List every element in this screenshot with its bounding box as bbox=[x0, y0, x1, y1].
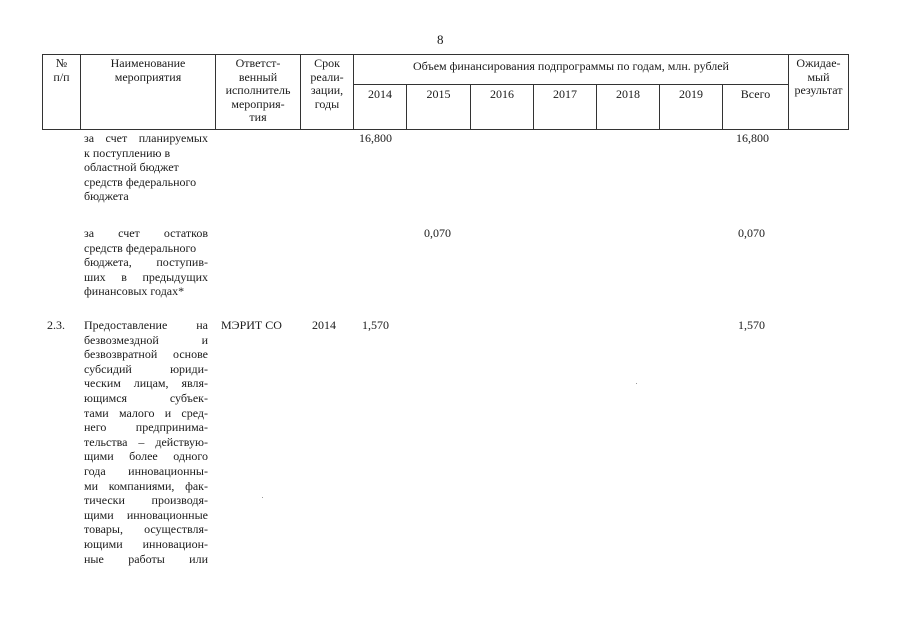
row-name-line: него предпринима- bbox=[84, 420, 208, 435]
header-col-term-line: реали- bbox=[310, 69, 344, 84]
page-number: 8 bbox=[437, 32, 444, 47]
row-name-line: ющимся субъек- bbox=[84, 390, 208, 405]
row-name-line: ческим лицам, явля- bbox=[84, 376, 208, 391]
header-year-2014: 2014 bbox=[368, 87, 392, 101]
header-col-result-line: Ожидае- bbox=[796, 56, 841, 70]
header-year-2019: 2019 bbox=[679, 87, 703, 101]
header-col-result bbox=[789, 57, 848, 98]
header-col-term-line: зации, bbox=[310, 83, 344, 97]
row-name-line: бюджета, поступив- bbox=[84, 255, 208, 270]
row-value-total: 1,570 bbox=[738, 318, 765, 332]
header-year-2016: 2016 bbox=[490, 87, 514, 101]
col-border-end bbox=[848, 54, 849, 130]
header-col-term-line: годы bbox=[314, 96, 340, 111]
header-col-responsible-line: венный bbox=[238, 69, 278, 84]
header-col-term-line: Срок bbox=[314, 56, 340, 70]
row-name-line: финансовых годах* bbox=[84, 284, 185, 299]
header-col-responsible bbox=[216, 57, 300, 125]
row-name-line: ших в предыдущих bbox=[84, 269, 208, 284]
row-name-line: субсидий юриди- bbox=[84, 361, 208, 376]
row-responsible: МЭРИТ СО bbox=[221, 318, 282, 332]
row-name-line: областной бюджет bbox=[84, 160, 179, 175]
row-name-line: за счет планируемых bbox=[84, 131, 208, 145]
header-col-number-line: № bbox=[55, 56, 68, 70]
row-name-line: ющими инновацион- bbox=[84, 536, 208, 551]
row-name-line: года инновационны- bbox=[84, 463, 208, 478]
row-name bbox=[84, 226, 208, 299]
header-col-responsible-line: исполнитель bbox=[225, 83, 291, 97]
header-col-number-line: п/п bbox=[53, 69, 70, 84]
header-col-name bbox=[81, 57, 215, 84]
row-name bbox=[84, 318, 208, 566]
row-name-line: Предоставление на bbox=[84, 318, 208, 332]
row-value-2015: 0,070 bbox=[424, 226, 451, 240]
header-col-name-line: мероприятия bbox=[114, 69, 182, 84]
header-bottom-border bbox=[42, 129, 848, 130]
scan-speck bbox=[262, 497, 263, 498]
row-number: 2.3. bbox=[47, 318, 65, 332]
row-name-line: щими инновационные bbox=[84, 507, 208, 522]
row-name bbox=[84, 131, 208, 204]
row-name-line: тами малого и сред- bbox=[84, 405, 208, 420]
table-top-border bbox=[42, 54, 848, 55]
row-name-line: безвозвратной основе bbox=[84, 347, 208, 362]
row-value-total: 16,800 bbox=[736, 131, 769, 145]
row-term: 2014 bbox=[312, 318, 336, 332]
row-name-line: товары, осуществля- bbox=[84, 522, 208, 537]
scan-speck bbox=[636, 383, 637, 384]
row-name-line: к поступлению в bbox=[84, 145, 171, 160]
header-total: Всего bbox=[740, 87, 771, 101]
header-col-name-line: Наименование bbox=[110, 56, 186, 70]
row-name-line: бюджета bbox=[84, 189, 129, 204]
header-col-responsible-line: тия bbox=[249, 110, 267, 124]
row-name-line: тельства – действую- bbox=[84, 434, 208, 449]
header-col-result-line: результат bbox=[794, 83, 843, 97]
row-name-line: ные работы или bbox=[84, 551, 208, 566]
row-name-line: средств федерального bbox=[84, 240, 197, 255]
header-col-responsible-line: Ответст- bbox=[235, 56, 281, 70]
row-name-line: средств федерального bbox=[84, 174, 197, 189]
header-year-2017: 2017 bbox=[553, 87, 577, 101]
row-name-line: ми компаниями, фак- bbox=[84, 478, 208, 493]
header-col-number bbox=[43, 57, 80, 84]
row-name-line: тически производя- bbox=[84, 493, 208, 508]
row-value-total: 0,070 bbox=[738, 226, 765, 240]
header-col-funding: Объем финансирования подпрограммы по годам, млн. рублей bbox=[413, 59, 729, 73]
header-col-responsible-line: мероприя- bbox=[231, 96, 285, 111]
row-name-line: безвозмездной и bbox=[84, 332, 208, 347]
row-name-line: щими более одного bbox=[84, 449, 208, 464]
row-name-line: за счет остатков bbox=[84, 226, 208, 240]
header-year-2015: 2015 bbox=[426, 87, 451, 101]
header-col-term bbox=[301, 57, 353, 111]
header-col-result-line: мый bbox=[807, 69, 830, 84]
header-year-2018: 2018 bbox=[616, 87, 640, 101]
row-value-2014: 1,570 bbox=[362, 318, 389, 332]
row-value-2014: 16,800 bbox=[359, 131, 392, 145]
